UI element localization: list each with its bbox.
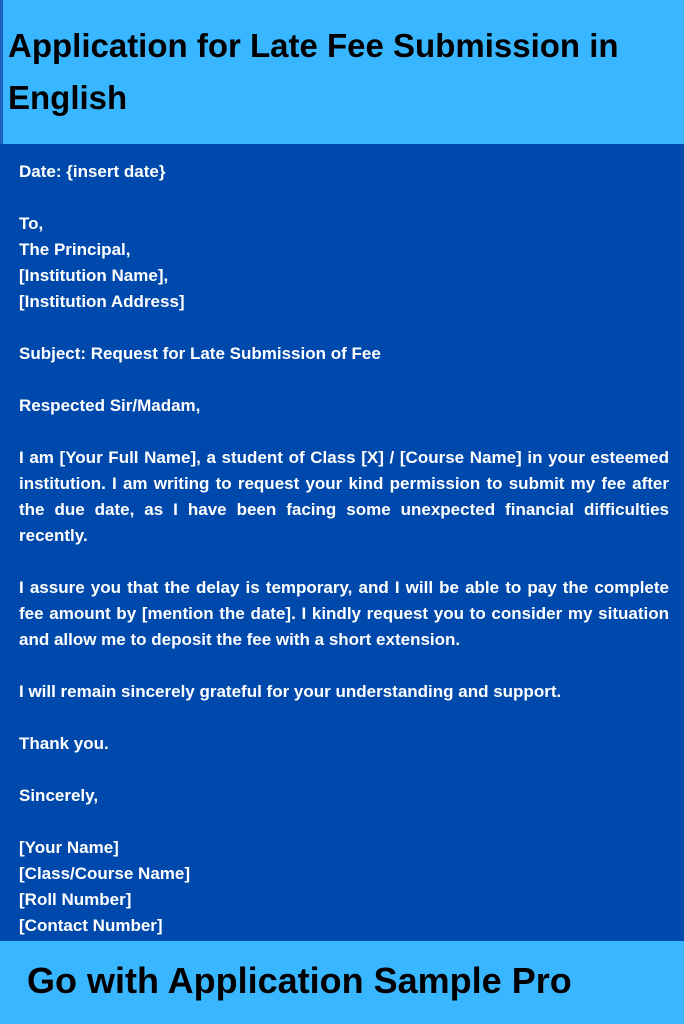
spacer [19, 809, 669, 835]
letter-paragraph-3: I will remain sincerely grateful for your understanding and support. [19, 682, 562, 701]
letter-paragraph-1: I am [Your Full Name], a student of Class [X] / [Course Name] in your esteemed institution. I am writing to request your kind permission to submit my fee after the due date, as I have been facing some unexpected financial difficulties recently. [19, 448, 669, 545]
spacer [19, 705, 669, 731]
spacer [19, 419, 669, 445]
footer-brand-text: Go with Application Sample Pro [27, 960, 572, 1001]
signature-class-course: [Class/Course Name] [19, 864, 191, 883]
page-title: Application for Late Fee Submission in English [8, 27, 619, 116]
letter-institution-address: [Institution Address] [19, 292, 185, 311]
letter-paragraph-2: I assure you that the delay is temporary, and I will be able to pay the complete fee amount by [mention the date]. I kindly request you to consider my situation and allow me to deposit the fee with a short extension. [19, 578, 669, 649]
footer-banner [0, 941, 684, 1024]
signature-name: [Your Name] [19, 838, 119, 857]
signature-roll-number: [Roll Number] [19, 890, 132, 909]
letter-subject: Subject: Request for Late Submission of Fee [19, 344, 381, 363]
spacer [19, 185, 669, 211]
letter-thanks: Thank you. [19, 734, 109, 753]
letter-salutation: Respected Sir/Madam, [19, 396, 201, 415]
signature-contact-number: [Contact Number] [19, 916, 163, 935]
spacer [19, 653, 669, 679]
letter-recipient: The Principal, [19, 240, 131, 259]
letter-body [19, 159, 669, 939]
letter-closing: Sincerely, [19, 786, 99, 805]
spacer [19, 315, 669, 341]
letter-to: To, [19, 214, 44, 233]
letter-institution-name: [Institution Name], [19, 266, 169, 285]
spacer [19, 549, 669, 575]
spacer [19, 757, 669, 783]
letter-date: Date: {insert date} [19, 162, 166, 181]
spacer [19, 367, 669, 393]
header-banner [0, 0, 684, 144]
